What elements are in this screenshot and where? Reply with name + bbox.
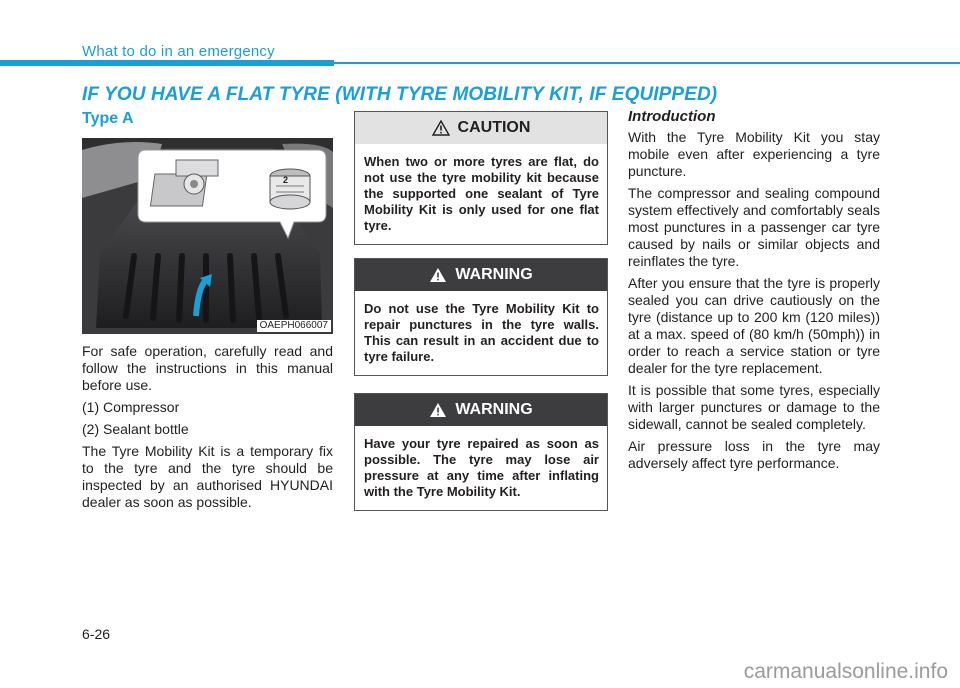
warning-heading: WARNING (455, 266, 533, 283)
warning-text: Do not use the Tyre Mobility Kit to repair punctures in the tyre walls. This can result in an accident due to tyre failure. (364, 301, 599, 364)
watermark: carmanualsonline.info (743, 660, 948, 683)
right-column-text (628, 108, 880, 477)
caution-box (354, 111, 608, 245)
warning-box-repair (354, 393, 608, 511)
trunk-figure (82, 138, 333, 334)
paragraph: The Tyre Mobility Kit is a temporary fix to the tyre and the tyre should be inspected by an authorised HYUNDAI dealer as soon as possible. (82, 443, 333, 510)
introduction-heading: Introduction (628, 108, 716, 125)
warning-triangle-icon (429, 267, 447, 283)
callout-number: 2 (283, 175, 289, 185)
warning-heading: WARNING (455, 401, 533, 418)
paragraph: Air pressure loss in the tyre may adversely affect tyre performance. (628, 438, 880, 471)
header-section-label: What to do in an emergency (82, 43, 275, 60)
paragraph: With the Tyre Mobility Kit you stay mobile even after experiencing a tyre puncture. (628, 129, 880, 179)
page-number: 6-26 (82, 626, 111, 642)
warning-text: Have your tyre repaired as soon as possible. The tyre may lose air pressure at any time after inflating with the Tyre Mobility Kit. (364, 436, 599, 499)
warning-triangle-icon (429, 402, 447, 418)
header-accent-bar (0, 60, 334, 66)
paragraph: For safe operation, carefully read and follow the instructions in this manual before use. (82, 343, 333, 393)
caution-text: When two or more tyres are flat, do not use the tyre mobility kit because the supported one sealant of Tyre Mobility Kit is only used for one flat tyre. (364, 154, 599, 233)
paragraph: The compressor and sealing compound system effectively and comfortably seals most punctures in a passenger car tyre caused by nails or similar objects and reinflates the tyre. (628, 185, 880, 269)
caution-triangle-icon (432, 120, 450, 136)
page-title: IF YOU HAVE A FLAT TYRE (WITH TYRE MOBILITY KIT, IF EQUIPPED) (82, 84, 718, 105)
warning-header (355, 394, 607, 426)
list-item-sealant: (2) Sealant bottle (82, 421, 189, 437)
left-column-text (82, 343, 333, 516)
section-subtitle: Type A (82, 110, 134, 127)
figure-code: OAEPH066007 (257, 320, 331, 332)
caution-heading: CAUTION (457, 119, 531, 136)
warning-box-sidewall (354, 258, 608, 376)
paragraph: After you ensure that the tyre is properly sealed you can drive cautiously on the tyre (distance up to 200 km (120 miles)) at a max. speed of (80 km/h (50mph)) in order to reach a service station or tyre dealer for the tyre replacement. (628, 275, 880, 376)
caution-header (355, 112, 607, 144)
paragraph: It is possible that some tyres, especially with larger punctures or damage to the sidewall, cannot be sealed completely. (628, 382, 880, 432)
list-item-compressor: (1) Compressor (82, 399, 180, 415)
warning-header (355, 259, 607, 291)
trunk-illustration (82, 138, 333, 334)
